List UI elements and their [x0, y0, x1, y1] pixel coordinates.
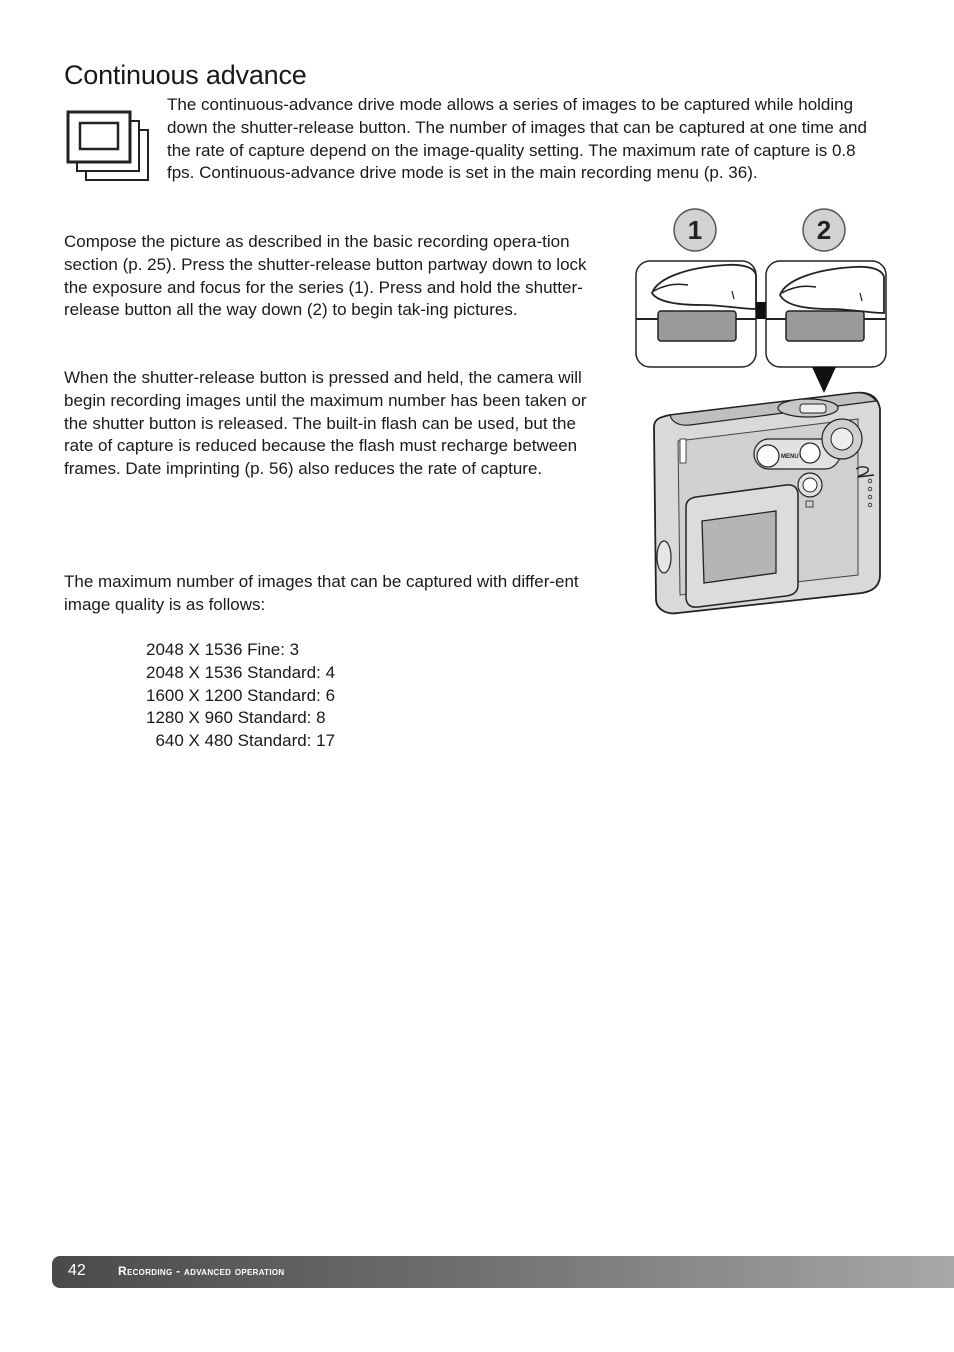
camera-back-icon	[654, 393, 880, 614]
menu-label: MENU	[781, 454, 799, 460]
image-quality-list	[146, 639, 335, 753]
list-item: 640 X 480 Standard: 17	[146, 731, 336, 751]
max-images-paragraph: The maximum number of images that can be captured with differ-ent image quality is as follows:	[64, 572, 579, 614]
page-number: 42	[68, 1262, 86, 1279]
step-2-badge	[803, 209, 845, 251]
half-press-panel	[636, 261, 756, 367]
list-item: 1280 X 960 Standard: 8	[146, 708, 326, 728]
continuous-drive-icon	[66, 110, 154, 184]
full-press-panel	[766, 261, 886, 367]
pointer-arrow-icon	[812, 367, 836, 393]
shutter-press-illustration	[630, 205, 892, 617]
list-item: 2048 X 1536 Standard: 4	[146, 662, 336, 682]
list-item: 1600 X 1200 Standard: 6	[146, 685, 336, 705]
compose-paragraph: Compose the picture as described in the basic recording opera-tion section (p. 25). Press the shutter-release button partway down to lock the exposure and focus for the series (1). Press and hold the shutter-release button all the way down (2) to begin tak-ing pictures.	[64, 232, 587, 320]
section-title: Recording - advanced operation	[118, 1264, 285, 1278]
shutter-held-paragraph: When the shutter-release button is pressed and held, the camera will begin recording images until the maximum number has been taken or the shutter button is released. The built-in flash can be used, but the rate of capture is reduced because the flash must recharge between frames. Date imprinting (p. 56) also reduces the rate of capture.	[64, 368, 587, 479]
step-1-label: 1	[687, 215, 703, 245]
step-1-badge	[674, 209, 716, 251]
list-item: 2048 X 1536 Fine: 3	[146, 640, 300, 659]
page-title: Continuous advance	[64, 60, 307, 90]
step-2-label: 2	[816, 215, 832, 245]
footer-bar	[52, 1256, 954, 1288]
intro-paragraph: The continuous-advance drive mode allows a series of images to be captured while holding down the shutter-release button. The number of images that can be captured at one time and the rate of capture depend on the image-quality setting. The maximum rate of capture is 0.8 fps. Continuous-advance drive mode is set in the main recording menu (p. 36).	[167, 95, 867, 183]
